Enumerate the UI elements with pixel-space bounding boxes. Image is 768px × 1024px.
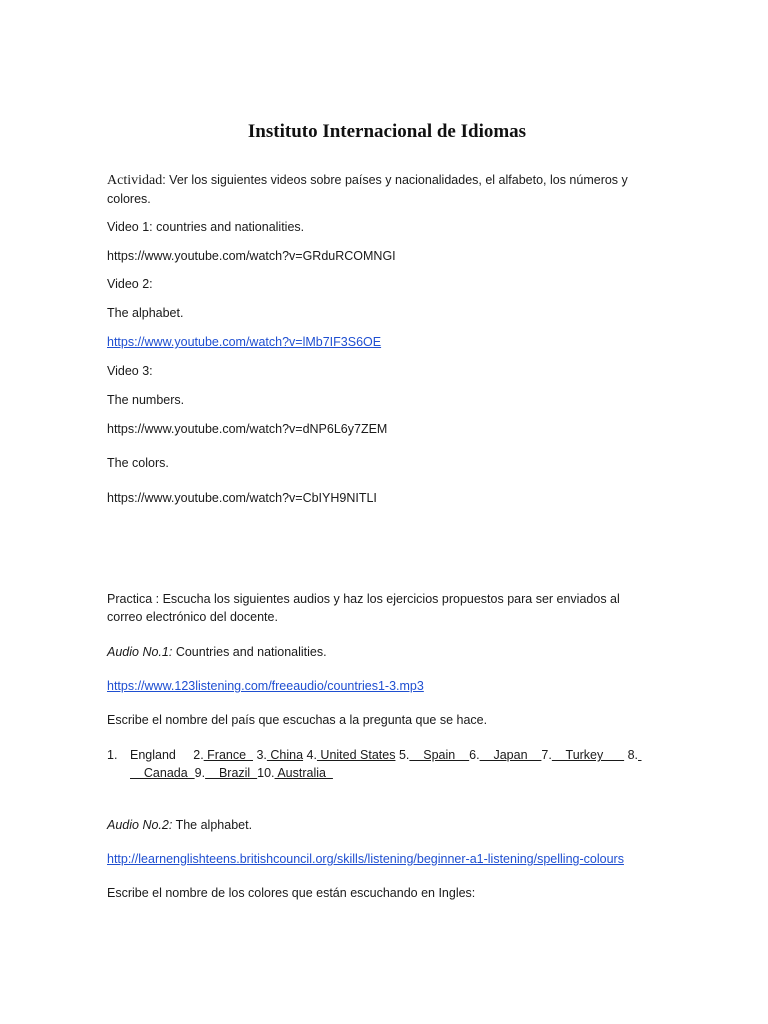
- activity-colon: :: [162, 173, 166, 187]
- video2-subheading: The alphabet.: [107, 306, 184, 320]
- audio1-text: Countries and nationalities.: [172, 645, 327, 659]
- answer-5: Spain: [409, 748, 470, 762]
- audio2-link[interactable]: http://learnenglishteens.britishcouncil.org/skills/listening/beginner-a1-listening/spelling-colours: [107, 852, 624, 866]
- video2-link[interactable]: https://www.youtube.com/watch?v=lMb7IF3S6OE: [107, 335, 382, 349]
- activity-label: Actividad: [107, 173, 163, 188]
- document-title: Instituto Internacional de Idiomas: [247, 121, 527, 142]
- audio2-label: Audio No.2: [107, 818, 169, 832]
- activity-text: Ver los siguientes videos sobre países y nacionalidades, el alfabeto, los números y colores.: [107, 173, 628, 206]
- colors-url: https://www.youtube.com/watch?v=CbIYH9NITLI: [107, 491, 377, 505]
- answer-7: Turkey: [551, 748, 625, 762]
- colors-heading: The colors.: [107, 456, 169, 470]
- audio2-colon: :: [168, 818, 173, 832]
- answer-10: Australia: [274, 766, 333, 780]
- video3-subheading: The numbers.: [107, 393, 185, 407]
- answers-line-2: Canada 9. Brazil 10. Australia: [130, 766, 333, 780]
- video3-heading: Video 3:: [107, 364, 153, 378]
- video2-heading: Video 2:: [107, 277, 153, 291]
- audio1-label: Audio No.1: [107, 645, 169, 659]
- video1-heading: Video 1: countries and nationalities.: [107, 220, 305, 234]
- answer-4: United States: [316, 748, 396, 762]
- video3-url: https://www.youtube.com/watch?v=dNP6L6y7ZEM: [107, 422, 388, 436]
- answer-8-blank: [638, 748, 641, 762]
- answer-1: England: [130, 748, 176, 762]
- answer-2: France: [203, 748, 253, 762]
- answers-list-number: 1.: [107, 748, 118, 762]
- answer-6: Japan: [479, 748, 542, 762]
- audio2-heading: [107, 816, 252, 834]
- audio1-link[interactable]: https://www.123listening.com/freeaudio/countries1-3.mp3: [107, 679, 424, 693]
- audio2-instruction: Escribe el nombre de los colores que están escuchando en Ingles:: [107, 886, 476, 900]
- answer-8: Canada: [130, 766, 195, 780]
- audio1-instruction: Escribe el nombre del país que escuchas a la pregunta que se hace.: [107, 713, 488, 727]
- video1-url: https://www.youtube.com/watch?v=GRduRCOMNGI: [107, 249, 396, 263]
- audio2-text: The alphabet.: [172, 818, 253, 832]
- audio1-colon: :: [168, 645, 173, 659]
- audio1-heading: [107, 643, 327, 661]
- activity-paragraph: [107, 171, 652, 208]
- practice-paragraph: Practica : Escucha los siguientes audios y haz los ejercicios propuestos para ser enviados al correo electrónico del docente.: [107, 592, 620, 624]
- answer-3: China: [266, 748, 304, 762]
- answers-line-1: 1. England 2. France 3. China 4. United States 5. Spain 6. Japan 7. Turkey 8.: [107, 746, 642, 764]
- answer-9: Brazil: [205, 766, 258, 780]
